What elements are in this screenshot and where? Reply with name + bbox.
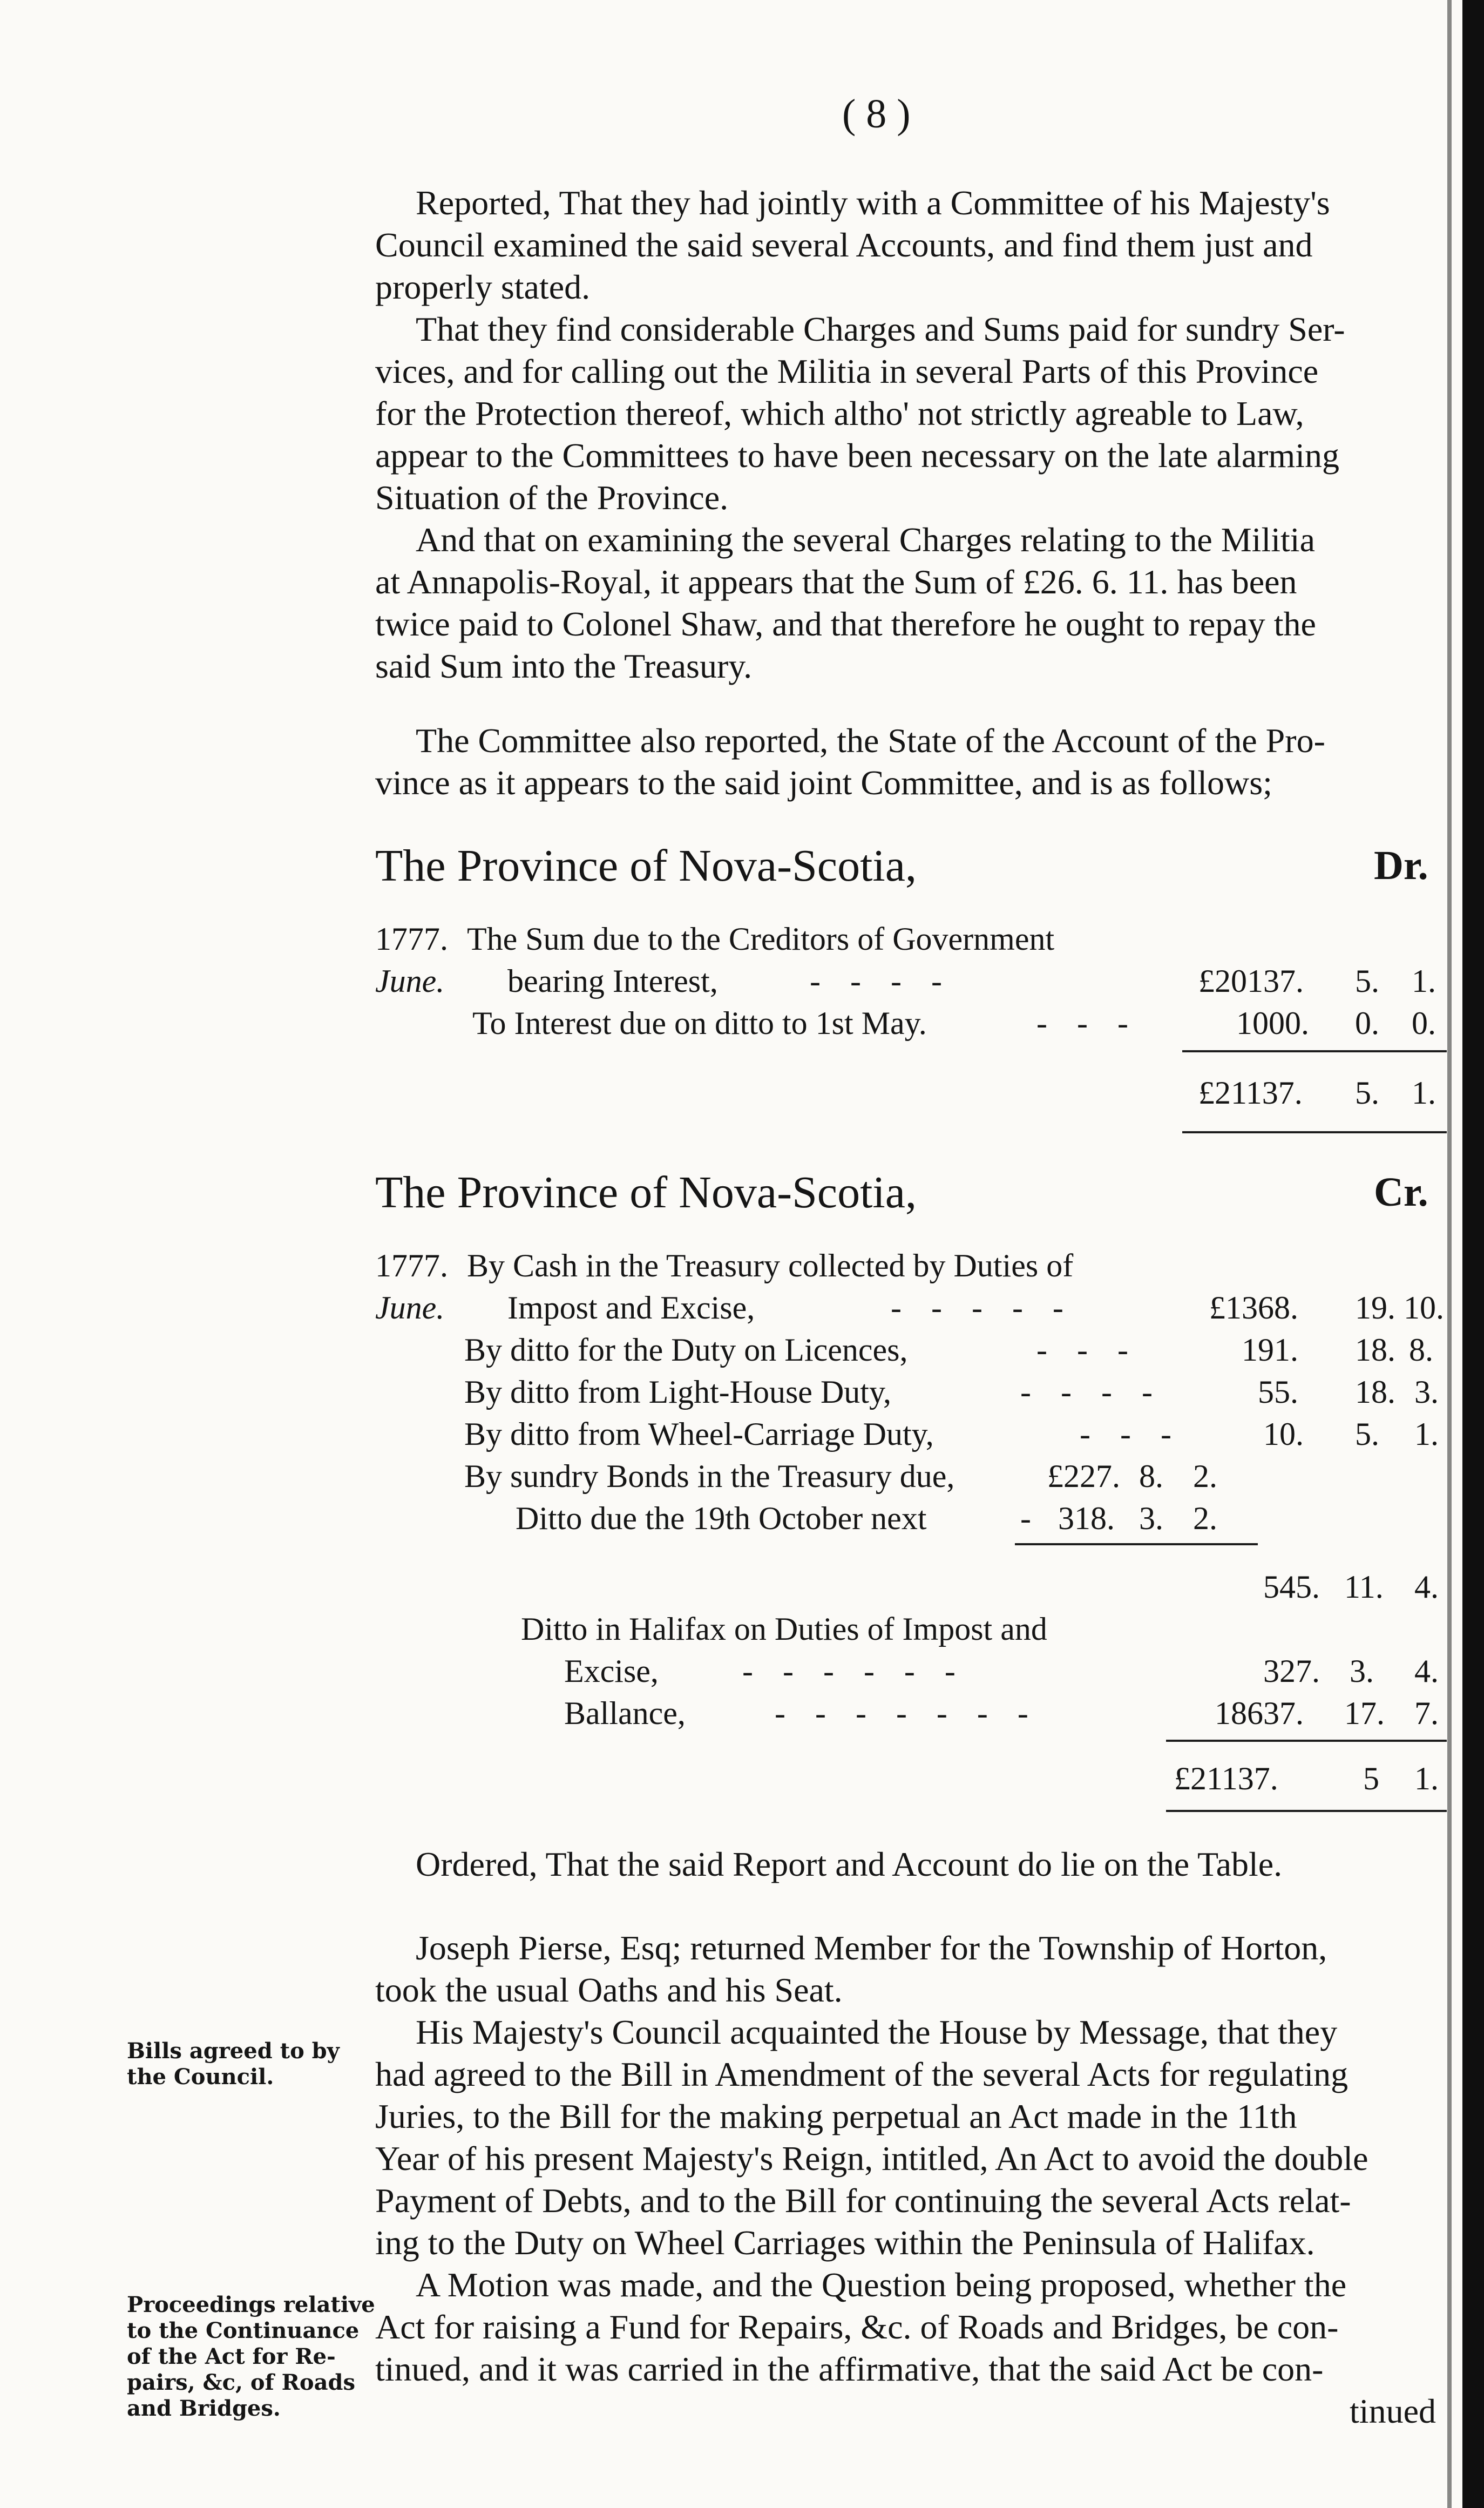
ballance-label: Ballance,: [564, 1695, 686, 1731]
debit-line2-pence: 1.: [1412, 963, 1436, 999]
text-line: The Committee also reported, the State of the Account of the Pro-: [416, 721, 1325, 760]
margin-note-proceedings: [127, 2292, 375, 2422]
debit-line2-pounds: £20137.: [1198, 963, 1304, 999]
credit-row-dots: - - - - -: [891, 1290, 1074, 1326]
halifax-pence: 4.: [1414, 1653, 1439, 1689]
text-line: A Motion was made, and the Question being proposed, whether the: [416, 2266, 1347, 2304]
halifax-dots: - - - - - -: [742, 1653, 966, 1689]
credit-row-label: By ditto from Light-House Duty,: [464, 1374, 892, 1410]
text-line: tinued, and it was carried in the affirmative, that the said Act be con-: [375, 2350, 1324, 2388]
debit-line1: The Sum due to the Creditors of Government: [467, 921, 1055, 957]
credit-row-label: Ditto due the 19th October next: [516, 1500, 927, 1536]
text-line: Payment of Debts, and to the Bill for continuing the several Acts relat-: [375, 2181, 1351, 2220]
credit-row-label: By Cash in the Treasury collected by Duties of: [467, 1248, 1074, 1283]
text-line: had agreed to the Bill in Amendment of the several Acts for regulating: [375, 2055, 1349, 2093]
credit-row-pence: 3.: [1414, 1374, 1439, 1410]
text-line: properly stated.: [375, 268, 591, 306]
ballance-shillings: 17.: [1344, 1695, 1385, 1731]
margin-note-line: and Bridges.: [127, 2396, 281, 2421]
credit-row-label: By ditto from Wheel-Carriage Duty,: [464, 1416, 934, 1452]
credit-side-label: Cr.: [1374, 1170, 1428, 1215]
ballance-pounds: 18637.: [1215, 1695, 1304, 1731]
credit-bond-pence: 2.: [1193, 1458, 1217, 1494]
text-line: Act for raising a Fund for Repairs, &c. of Roads and Bridges, be con-: [375, 2308, 1339, 2346]
debit-heading: The Province of Nova-Scotia,: [375, 841, 917, 891]
credit-total-pounds: £21137.: [1174, 1761, 1278, 1796]
debit-sum-rule: [1182, 1050, 1447, 1052]
credit-row-shillings: 18.: [1355, 1374, 1395, 1410]
credit-year: 1777.: [375, 1248, 448, 1283]
credit-total-shillings: 5: [1363, 1761, 1379, 1796]
credit-bond-shillings: 8.: [1139, 1458, 1163, 1494]
credit-bond-pounds: £227.: [1047, 1458, 1120, 1494]
debit-line3-label: To Interest due on ditto to 1st May.: [472, 1005, 927, 1041]
debit-line3-dots: - - -: [1036, 1005, 1139, 1041]
credit-heading: The Province of Nova-Scotia,: [375, 1167, 917, 1218]
credit-row-pounds: 191.: [1242, 1332, 1298, 1368]
text-line: Situation of the Province.: [375, 478, 729, 517]
page-number: ( 8 ): [842, 91, 911, 137]
debit-line2-dots: - - - -: [810, 963, 953, 999]
debit-line3-shillings: 0.: [1355, 1005, 1379, 1041]
margin-note-line: of the Act for Re-: [127, 2344, 336, 2369]
ballance-dots: - - - - - - -: [775, 1695, 1039, 1731]
credit-bond-pounds: 318.: [1058, 1500, 1115, 1536]
binding-edge: [1462, 0, 1484, 2508]
debit-line3-pounds: 1000.: [1236, 1005, 1309, 1041]
text-line: tinued: [1350, 2392, 1436, 2430]
text-line: And that on examining the several Charges relating to the Militia: [416, 520, 1315, 559]
credit-row-pounds: 55.: [1258, 1374, 1298, 1410]
credit-row-label: By ditto for the Duty on Licences,: [464, 1332, 908, 1368]
credit-row-dots: - - -: [1036, 1332, 1139, 1368]
halifax-line2: Excise,: [564, 1653, 659, 1689]
credit-bond-shillings: 3.: [1139, 1500, 1163, 1536]
credit-row-shillings: 18.: [1355, 1332, 1395, 1368]
credit-row-dots: - - - -: [1020, 1374, 1163, 1410]
margin-note-line: pairs, &c, of Roads: [127, 2370, 355, 2395]
credit-row-shillings: 5.: [1355, 1416, 1379, 1452]
credit-row-pence: 1.: [1414, 1416, 1439, 1452]
margin-note-line: the Council.: [127, 2064, 274, 2090]
credit-row-shillings: 19.: [1355, 1290, 1395, 1326]
text-line: at Annapolis-Royal, it appears that the Sum of £26. 6. 11. has been: [375, 563, 1297, 601]
text-line: vices, and for calling out the Militia in several Parts of this Province: [375, 352, 1319, 390]
margin-note-line: Proceedings relative: [127, 2292, 375, 2317]
text-line: ing to the Duty on Wheel Carriages within the Peninsula of Halifax.: [375, 2223, 1315, 2262]
halifax-pounds: 327.: [1263, 1653, 1320, 1689]
text-line: Ordered, That the said Report and Account do lie on the Table.: [416, 1845, 1283, 1883]
text-line: His Majesty's Council acquainted the House by Message, that they: [416, 2013, 1338, 2051]
debit-total-shillings: 5.: [1355, 1075, 1379, 1111]
bonds-total-shillings: 11.: [1344, 1569, 1384, 1605]
bonds-total-pence: 4.: [1414, 1569, 1439, 1605]
bonds-total-pounds: 545.: [1263, 1569, 1320, 1605]
halifax-shillings: 3.: [1350, 1653, 1374, 1689]
credit-row-pence: 10.: [1404, 1290, 1444, 1326]
credit-row-label: Impost and Excise,: [507, 1290, 755, 1326]
credit-row-dots: - - -: [1080, 1416, 1182, 1452]
credit-total-pence: 1.: [1414, 1761, 1439, 1796]
debit-total-pounds: £21137.: [1198, 1075, 1303, 1111]
text-line: Reported, That they had jointly with a Committee of his Majesty's: [416, 184, 1330, 222]
text-line: Joseph Pierse, Esq; returned Member for the Township of Horton,: [416, 1929, 1327, 1967]
debit-year: 1777.: [375, 921, 448, 957]
text-line: vince as it appears to the said joint Committee, and is as follows;: [375, 763, 1272, 802]
credit-row-pence: 8.: [1409, 1332, 1433, 1368]
margin-note-bills: [127, 2038, 340, 2090]
credit-bond-pence: 2.: [1193, 1500, 1217, 1536]
debit-line2-label: bearing Interest,: [507, 963, 718, 999]
margin-note-line: to the Continuance: [127, 2318, 360, 2343]
debit-side-label: Dr.: [1374, 843, 1428, 888]
text-line: appear to the Committees to have been necessary on the late alarming: [375, 436, 1339, 475]
credit-total-rule: [1166, 1810, 1447, 1812]
credit-sum-rule: [1166, 1740, 1447, 1742]
debit-line2-shillings: 5.: [1355, 963, 1379, 999]
debit-line3-pence: 0.: [1412, 1005, 1436, 1041]
credit-row-pounds: 10.: [1263, 1416, 1304, 1452]
binding-shadow: [1447, 0, 1452, 2508]
text-line: Year of his present Majesty's Reign, intitled, An Act to avoid the double: [375, 2139, 1368, 2178]
debit-month: June.: [375, 963, 445, 999]
text-line: That they find considerable Charges and Sums paid for sundry Ser-: [416, 310, 1345, 348]
debit-total-rule: [1182, 1131, 1447, 1133]
ballance-pence: 7.: [1414, 1695, 1439, 1731]
credit-row-pounds: £1368.: [1209, 1290, 1298, 1326]
halifax-line1: Ditto in Halifax on Duties of Impost and: [521, 1611, 1047, 1647]
text-line: Juries, to the Bill for the making perpetual an Act made in the 11th: [375, 2097, 1297, 2135]
text-line: said Sum into the Treasury.: [375, 647, 753, 685]
credit-month: June.: [375, 1290, 445, 1326]
text-line: twice paid to Colonel Shaw, and that therefore he ought to repay the: [375, 605, 1316, 643]
text-line: for the Protection thereof, which altho' not strictly agreable to Law,: [375, 394, 1304, 432]
text-line: Council examined the said several Accounts, and find them just and: [375, 226, 1313, 264]
credit-row-label: By sundry Bonds in the Treasury due,: [464, 1458, 955, 1494]
bonds-sum-rule: [1015, 1543, 1258, 1545]
margin-note-line: Bills agreed to by: [127, 2038, 340, 2064]
debit-total-pence: 1.: [1412, 1075, 1436, 1111]
credit-row-dots: -: [1020, 1500, 1031, 1536]
text-line: took the usual Oaths and his Seat.: [375, 1971, 843, 2009]
